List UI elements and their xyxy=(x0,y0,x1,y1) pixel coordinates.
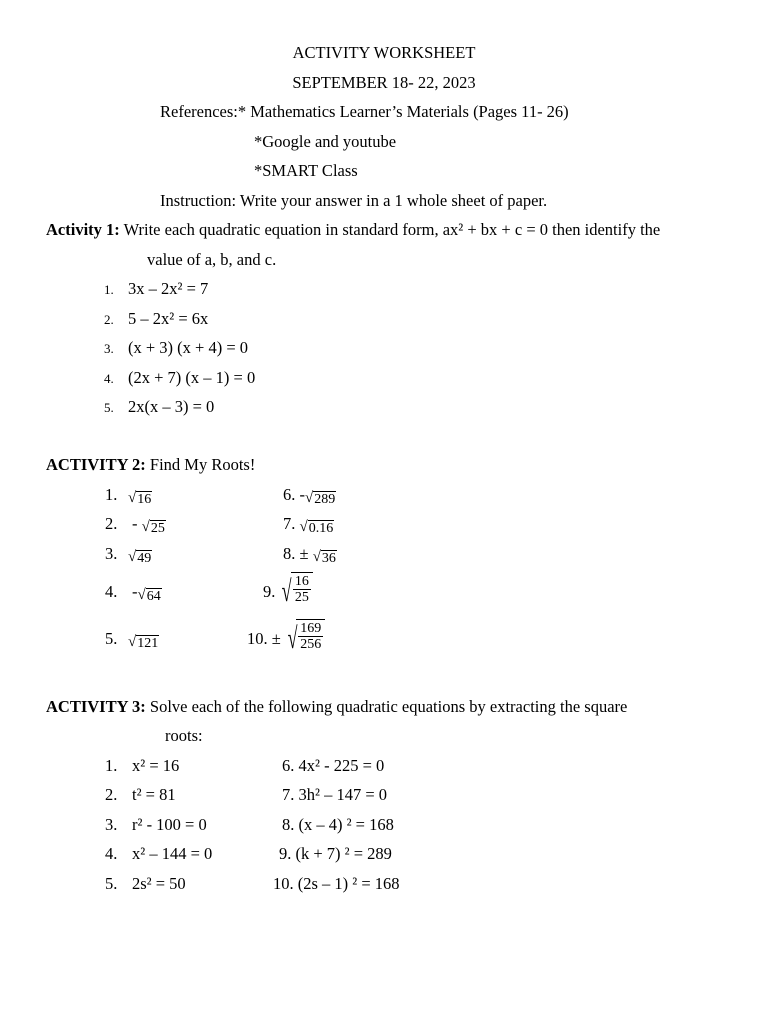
list-item: 3. xyxy=(105,544,118,563)
list-item: 1. xyxy=(105,756,118,775)
equation: x² – 144 = 0 xyxy=(132,844,213,863)
radicand: 64 xyxy=(146,589,161,604)
activity-1-text: Write each quadratic equation in standard form, ax² + bx + c = 0 then identify the xyxy=(123,220,661,239)
equation: 3x – 2x² = 7 xyxy=(128,279,209,298)
radicand: 49 xyxy=(137,551,152,566)
activity-1-heading xyxy=(46,220,660,240)
activity-3-text-cont: roots: xyxy=(165,726,203,745)
list-item: 2. xyxy=(105,514,118,533)
fraction-radical: √ $\frac{16}{25}$ xyxy=(275,572,312,612)
activity-3-label: ACTIVITY 3: xyxy=(46,697,146,716)
list-item: 1. xyxy=(105,485,118,504)
activity-2-label: ACTIVITY 2: xyxy=(46,455,146,474)
activity-3-heading xyxy=(46,697,627,717)
activity-1-label: Activity 1: xyxy=(46,220,120,239)
radical-expression: - √ 25 xyxy=(132,514,165,536)
activity-3-text: Solve each of the following quadratic equations by extracting the square xyxy=(149,697,628,716)
list-item: 3. xyxy=(105,815,118,834)
fraction-radical-expression: 10. ± √ $\frac{169}{256}$ xyxy=(247,619,325,659)
worksheet-title: ACTIVITY WORKSHEET xyxy=(292,43,476,62)
equation: 8. (x – 4) ² = 168 xyxy=(282,815,394,834)
equation: 10. (2s – 1) ² = 168 xyxy=(273,874,400,893)
list-item: 4. xyxy=(104,371,114,386)
radicand: 36 xyxy=(321,551,336,566)
radicand: 0.16 xyxy=(308,521,334,536)
denominator: 25 xyxy=(294,590,309,605)
numerator: 16 xyxy=(294,574,309,589)
fraction-radical-expression: 9. √ $\frac{16}{25}$ xyxy=(263,572,313,612)
list-item: 2. xyxy=(105,785,118,804)
radical-expression: 8. ± √ 36 xyxy=(283,544,336,566)
list-item: 5. xyxy=(105,629,118,648)
equation: (2x + 7) (x – 1) = 0 xyxy=(128,368,256,387)
radicand: 289 xyxy=(314,492,336,507)
list-item: 5. xyxy=(104,400,114,415)
equation: t² = 81 xyxy=(132,785,176,804)
radicand: 25 xyxy=(150,521,165,536)
equation: x² = 16 xyxy=(132,756,180,775)
numerator: 169 xyxy=(300,621,322,636)
radical-expression: 6. - √ 289 xyxy=(283,485,336,507)
radical-expression: - √ 64 xyxy=(132,582,161,604)
radical-expression: √ 121 xyxy=(128,634,159,651)
activity-2-text: Find My Roots! xyxy=(149,455,256,474)
reference-3: *SMART Class xyxy=(254,161,358,180)
fraction-radical: √ $\frac{169}{256}$ xyxy=(281,619,325,659)
list-item: 4. xyxy=(105,844,118,863)
references-label: References: xyxy=(160,102,238,121)
activity-2-heading xyxy=(46,455,255,475)
radicand: 16 xyxy=(137,492,152,507)
radical-expression: √ 16 xyxy=(128,490,152,507)
reference-2: *Google and youtube xyxy=(254,132,397,151)
equation: 5 – 2x² = 6x xyxy=(128,309,209,328)
list-item: 1. xyxy=(104,282,114,297)
radical-expression: √ 49 xyxy=(128,549,152,566)
list-item: 3. xyxy=(104,341,114,356)
denominator: 256 xyxy=(300,637,322,652)
list-item: 5. xyxy=(105,874,118,893)
activity-1-text-cont: value of a, b, and c. xyxy=(147,250,277,269)
equation: 7. 3h² – 147 = 0 xyxy=(282,785,388,804)
equation: r² - 100 = 0 xyxy=(132,815,207,834)
radicand: 121 xyxy=(137,636,159,651)
reference-1: * Mathematics Learner’s Materials (Pages 11- 26) xyxy=(237,102,569,121)
references-line xyxy=(160,102,569,122)
radical-expression: 7. √ 0.16 xyxy=(283,514,334,536)
list-item: 2. xyxy=(104,312,114,327)
worksheet-date: SEPTEMBER 18- 22, 2023 xyxy=(292,73,476,92)
list-item: 4. xyxy=(105,582,118,601)
equation: 2x(x – 3) = 0 xyxy=(128,397,215,416)
equation: 6. 4x² - 225 = 0 xyxy=(282,756,385,775)
instruction: Instruction: Write your answer in a 1 whole sheet of paper. xyxy=(160,191,548,210)
equation: 9. (k + 7) ² = 289 xyxy=(279,844,392,863)
equation: (x + 3) (x + 4) = 0 xyxy=(128,338,249,357)
equation: 2s² = 50 xyxy=(132,874,186,893)
